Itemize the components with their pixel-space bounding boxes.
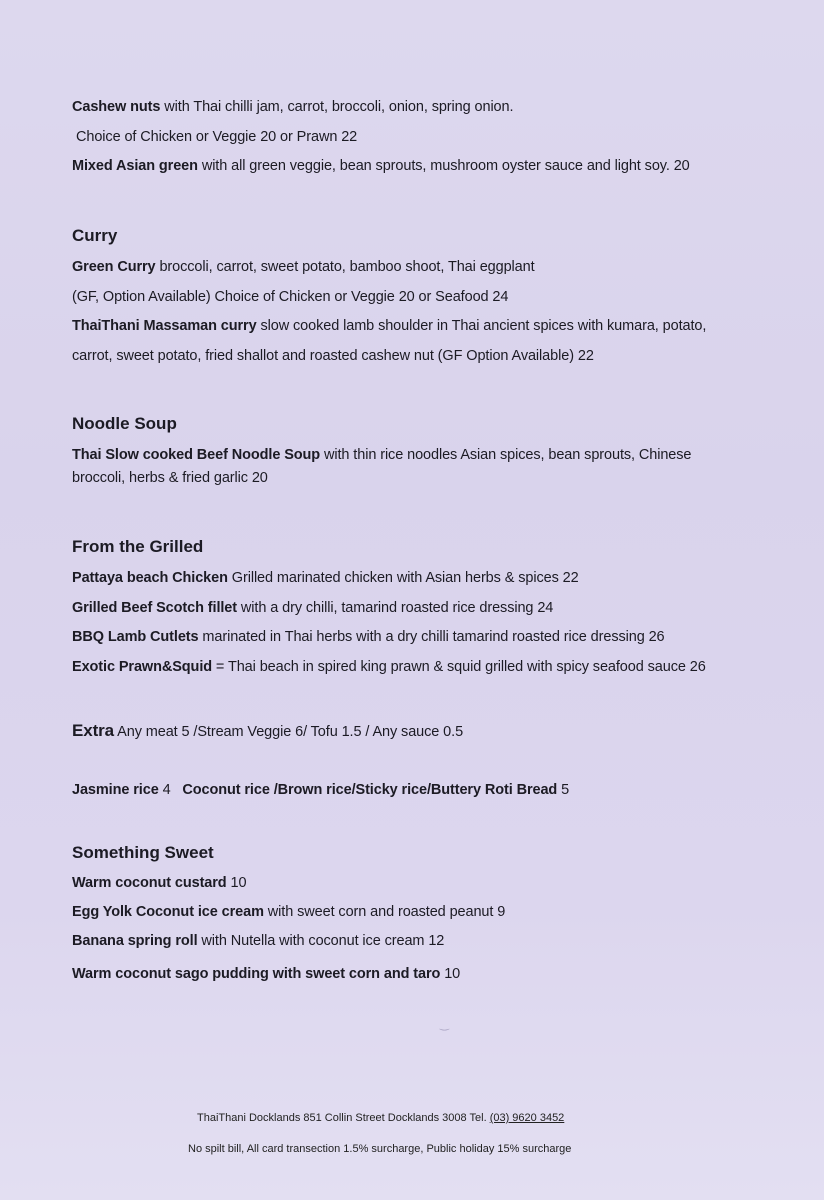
item-name: Pattaya beach Chicken (72, 570, 228, 586)
menu-item-exotic-prawn-squid (72, 659, 706, 675)
item-description: 10 (226, 875, 247, 891)
item-description: slow cooked lamb shoulder in Thai ancient spices with kumara, potato, (256, 318, 707, 334)
menu-item-mixed-asian-green (72, 158, 690, 174)
item-description: broccoli, carrot, sweet potato, bamboo shoot, Thai eggplant (155, 259, 535, 275)
menu-item-coconut-custard (72, 875, 246, 891)
item-description: with thin rice noodles Asian spices, bean sprouts, Chinese (320, 447, 692, 463)
menu-item-massaman-curry-cont (72, 348, 594, 364)
menu-item-beef-scotch-fillet (72, 600, 553, 616)
item-name: Warm coconut sago pudding with sweet corn and taro (72, 966, 441, 982)
item-description: with a dry chilli, tamarind roasted rice dressing 24 (237, 600, 554, 616)
item-name: Thai Slow cooked Beef Noodle Soup (72, 447, 321, 463)
menu-item-banana-spring-roll (72, 933, 444, 949)
section-heading-extra: Extra (72, 721, 115, 740)
item-description: carrot, sweet potato, fried shallot and roasted cashew nut (GF Option Available) 22 (72, 348, 594, 364)
footer-address (197, 1112, 564, 1124)
item-description: = Thai beach in spired king prawn & squid grilled with spicy seafood sauce 26 (212, 659, 706, 675)
item-name: ThaiThani Massaman curry (72, 318, 257, 334)
section-heading-curry: Curry (72, 226, 118, 245)
footer-note: No spilt bill, All card transection 1.5% surcharge, Public holiday 15% surcharge (188, 1143, 572, 1155)
item-name: Mixed Asian green (72, 158, 198, 174)
section-heading-something-sweet: Something Sweet (72, 843, 214, 862)
item-name: Exotic Prawn&Squid (72, 659, 212, 675)
item-description: with all green veggie, bean sprouts, mushroom oyster sauce and light soy. 20 (197, 158, 690, 174)
item-options: Choice of Chicken or Veggie 20 or Prawn 22 (76, 129, 358, 145)
menu-item-sago-pudding (72, 966, 460, 982)
item-name: Grilled Beef Scotch fillet (72, 600, 237, 616)
menu-item-cashew-nuts (72, 99, 513, 115)
footer-address-text: ThaiThani Docklands 851 Collin Street Docklands 3008 Tel. (197, 1112, 490, 1124)
rice-line (72, 782, 569, 798)
menu-item-pattaya-chicken (72, 570, 579, 586)
item-name: Warm coconut custard (72, 875, 227, 891)
extras-line (72, 721, 463, 741)
item-options: (GF, Option Available) Choice of Chicken or Veggie 20 or Seafood 24 (72, 289, 509, 305)
other-rice-price: 5 (557, 782, 570, 798)
menu-item-cashew-nuts-options (76, 129, 357, 145)
jasmine-rice-name: Jasmine rice (72, 782, 159, 798)
footer-phone-link[interactable]: (03) 9620 3452 (489, 1112, 565, 1124)
extras-description: Any meat 5 /Stream Veggie 6/ Tofu 1.5 / Any sauce 0.5 (114, 724, 464, 740)
item-description: marinated in Thai herbs with a dry chilli tamarind roasted rice dressing 26 (198, 629, 665, 645)
item-name: Banana spring roll (72, 933, 198, 949)
smudge-mark: ‿ (440, 1019, 449, 1031)
section-heading-noodle-soup: Noodle Soup (72, 414, 177, 433)
menu-item-beef-noodle-soup (72, 447, 691, 463)
menu-item-green-curry (72, 259, 535, 275)
jasmine-rice-price: 4 (158, 782, 183, 798)
item-name: Cashew nuts (72, 99, 161, 115)
section-heading-grilled: From the Grilled (72, 537, 204, 556)
item-description: broccoli, herbs & fried garlic 20 (72, 470, 268, 486)
menu-item-egg-yolk-ice-cream (72, 904, 505, 920)
menu-item-green-curry-options (72, 289, 508, 305)
item-description: with Thai chilli jam, carrot, broccoli, onion, spring onion. (160, 99, 514, 115)
item-name: BBQ Lamb Cutlets (72, 629, 199, 645)
other-rice-name: Coconut rice /Brown rice/Sticky rice/Buttery Roti Bread (182, 782, 558, 798)
item-name: Green Curry (72, 259, 156, 275)
item-description: Grilled marinated chicken with Asian herbs & spices 22 (227, 570, 579, 586)
item-description: 10 (440, 966, 461, 982)
menu-item-bbq-lamb-cutlets (72, 629, 665, 645)
menu-item-beef-noodle-soup-cont (72, 470, 268, 486)
item-description: with sweet corn and roasted peanut 9 (263, 904, 506, 920)
menu-item-massaman-curry (72, 318, 706, 334)
item-name: Egg Yolk Coconut ice cream (72, 904, 264, 920)
item-description: with Nutella with coconut ice cream 12 (197, 933, 445, 949)
